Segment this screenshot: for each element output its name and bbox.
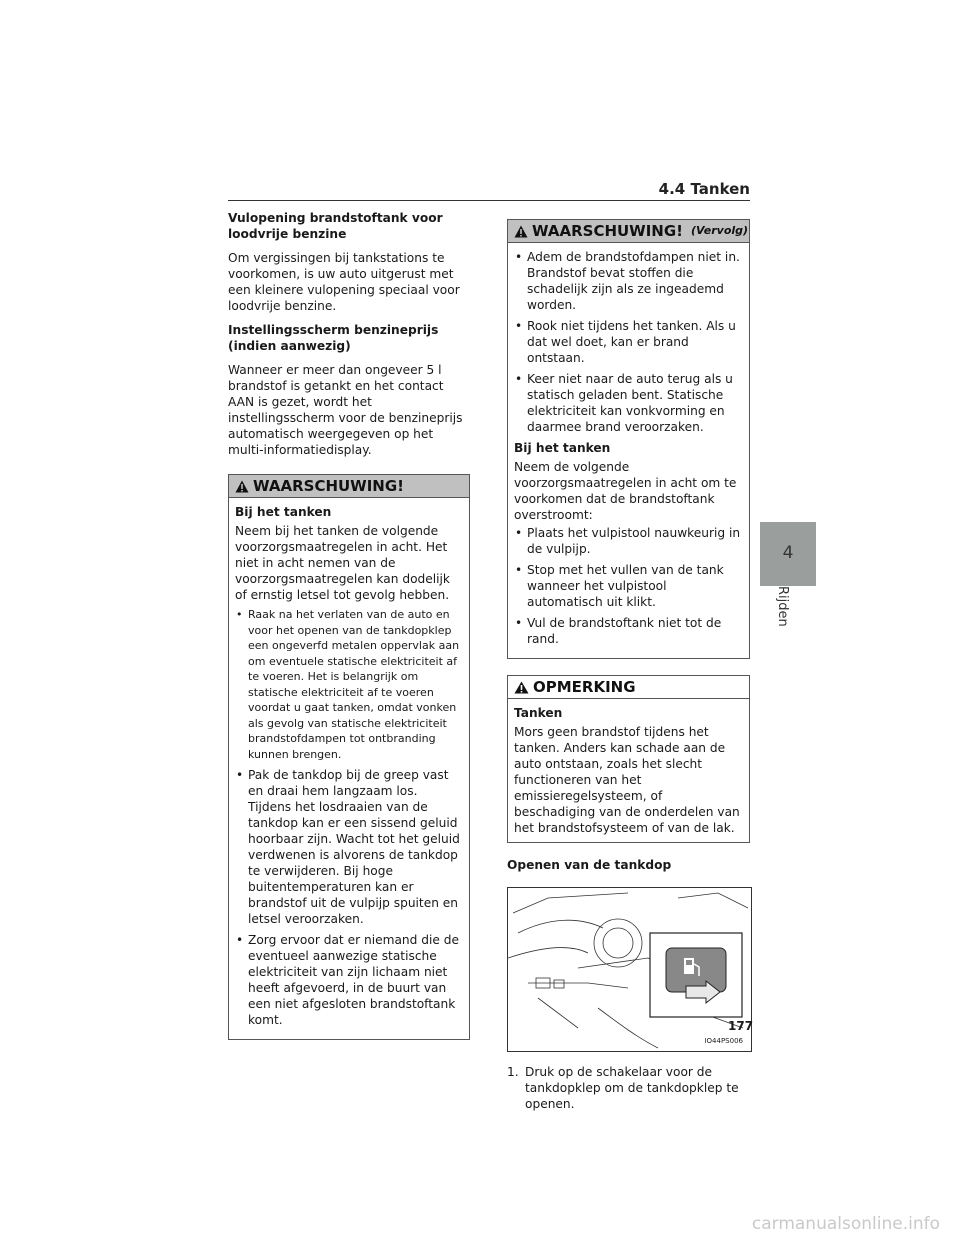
warning-box [228,474,470,1040]
warning-intro: Neem de volgende voorzorgsmaatregelen in acht om te voorkomen dat de brandstoftank overstroomt: [514,460,737,522]
warning-continued-label: (Vervolg) [691,224,749,237]
paragraph-filler-opening: Om vergissingen bij tankstations te voorkomen, is uw auto uitgerust met een kleinere vulopening speciaal voor loodvrije benzine. [228,251,460,313]
heading-filler-opening: Vulopening brandstoftank voor loodvrije benzine [228,211,443,241]
note-box [507,675,750,843]
left-column [228,210,470,1040]
warning-header [229,475,469,498]
warning-subhead: Bij het tanken [235,505,332,519]
warning-title: WAARSCHUWING! [253,477,405,495]
step-1 [507,1064,750,1112]
step-text: Druk op de schakelaar voor de tankdopklep om de tankdopklep te openen. [525,1065,739,1111]
note-header [508,676,749,699]
list-item: • Rook niet tijdens het tanken. Als u dat wel doet, kan er brand ontstaan. [514,318,743,366]
warning-box-continued [507,219,750,659]
step-number: 1. [507,1065,519,1079]
heading-price-screen: Instellingsscherm benzineprijs (indien aanwezig) [228,323,439,353]
figure-code: IO44PS006 [704,1037,743,1045]
note-title: OPMERKING [533,678,636,696]
warning-bullet-list [514,249,743,435]
warning-intro: Neem bij het tanken de volgende voorzorgsmaatregelen in acht. Het niet in acht nemen van de voorzorgsmaatregelen kan dodelijk of ernstig letsel tot gevolg hebben. [235,524,450,602]
heading-open-fuel-cap: Openen van de tankdop [507,858,672,872]
list-item: • Plaats het vulpistool nauwkeurig in de vulpijp. [514,525,743,557]
warning-triangle-icon [514,225,528,238]
warning-header [508,220,749,243]
list-item: • Pak de tankdop bij de greep vast en draai hem langzaam los. Tijdens het losdraaien van de tankdop kan er een sissend geluid hoorbaar zijn. Wacht tot het geluid verdwenen is alvorens de tankdop te verwijderen. Bij hoge buitentemperaturen kan er brandstof uit de vulpijp spuiten en letsel veroorzaken. [235,767,463,927]
section-title: 4.4 Tanken [658,180,750,198]
right-column [507,219,750,1112]
list-item: • Stop met het vullen van de tank wanneer het vulpistool automatisch uit klikt. [514,562,743,610]
list-item: • Keer niet naar de auto terug als u statisch geladen bent. Statische elektriciteit kan vonkvorming en daarmee brand veroorzaken. [514,371,743,435]
list-item: • Vul de brandstoftank niet tot de rand. [514,615,743,647]
warning-subhead: Bij het tanken [514,441,611,455]
warning-bullet-list [235,607,463,1028]
note-text: Mors geen brandstof tijdens het tanken. Anders kan schade aan de auto ontstaan, zoals het slecht functioneren van het emissieregelsysteem, of beschadiging van de onderdelen van het brandstofsysteem of van de lak. [514,725,740,835]
dashboard-illustration [507,887,752,1052]
note-subhead: Tanken [514,706,563,720]
list-item: • Raak na het verlaten van de auto en voor het openen van de tankdopklep een ongeverfd metalen oppervlak aan om eventuele statische elektriciteit af te voeren. Het is belangrijk om statische elektriciteit af te voeren voordat u gaat tanken, omdat vonken als gevolg van statische elektriciteit brandstofdampen tot ontbranding kunnen brengen. [235,607,463,762]
list-item: • Adem de brandstofdampen niet in. Brandstof bevat stoffen die schadelijk zijn als ze ingeademd worden. [514,249,743,313]
watermark-text: carmanualsonline.info [751,1214,940,1234]
paragraph-price-screen: Wanneer er meer dan ongeveer 5 l brandstof is getankt en het contact AAN is gezet, wordt het instellingsscherm voor de benzineprijs automatisch weergegeven op het multi-informatiedisplay. [228,363,463,457]
chapter-tab-label: Rijden [775,586,790,627]
dashboard-drawing [508,888,754,1051]
warning-title: WAARSCHUWING! [532,222,684,240]
warning-triangle-icon [235,480,249,493]
page-number: 177 [728,1019,754,1033]
header-rule [228,200,750,201]
warning-bullet-list [514,525,743,647]
list-item: • Zorg ervoor dat er niemand die de eventueel aanwezige statische elektriciteit van zijn lichaam niet heeft afgevoerd, in de buurt van een niet afgesloten brandstoftank komt. [235,932,463,1028]
notice-icon [514,681,529,694]
chapter-tab-number: 4 [782,543,794,563]
